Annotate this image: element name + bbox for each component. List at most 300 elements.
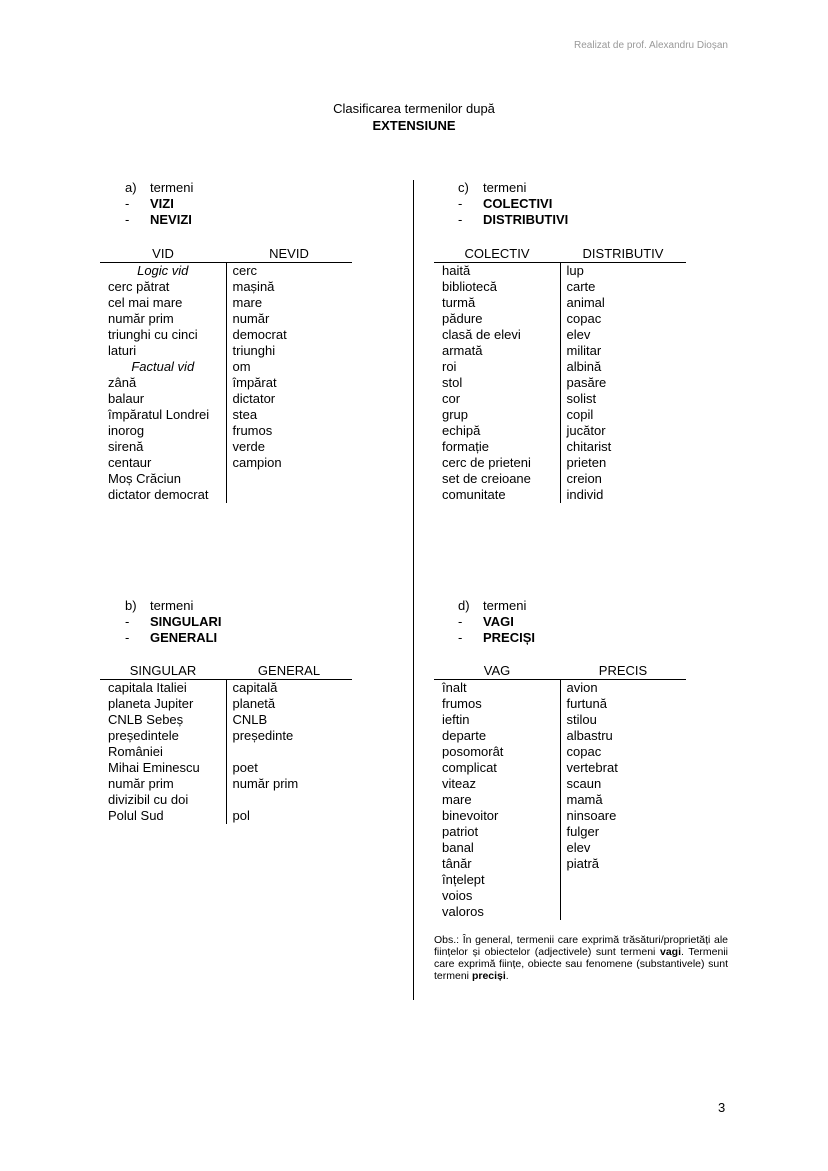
table-cell-right [226, 744, 352, 760]
table-cell-left [100, 263, 226, 280]
table-cell-left [100, 744, 226, 760]
cell-text: cor [442, 391, 461, 406]
table-cell-left [434, 792, 560, 808]
cell-text: echipă [442, 423, 481, 438]
section-a-heading [125, 180, 193, 228]
table-cell-right [560, 295, 686, 311]
observation-note [434, 934, 728, 982]
table-row [100, 407, 352, 423]
table-row [434, 487, 686, 503]
dash: - [458, 630, 463, 645]
cell-text: comunitate [442, 487, 506, 502]
cell-text: mare [442, 792, 472, 807]
table-cell-right [226, 407, 352, 423]
cell-text: triunghi [232, 343, 276, 358]
table-colectivi-distributivi [434, 245, 686, 503]
cell-text: viteaz [442, 776, 476, 791]
cell-text: posomorât [442, 744, 504, 759]
table-cell-left [434, 744, 560, 760]
cell-text: CNLB Sebeș [108, 712, 184, 727]
table-row [100, 295, 352, 311]
column-header-precis: PRECIS [598, 662, 648, 678]
table-row [434, 728, 686, 744]
cell-text: ninsoare [566, 808, 617, 823]
cell-text: militar [566, 343, 602, 358]
table-cell-left [434, 808, 560, 824]
table-cell-right [560, 279, 686, 295]
table-row [434, 375, 686, 391]
cell-text: scaun [566, 776, 602, 791]
table-cell-right [560, 888, 686, 904]
table-cell-right [226, 327, 352, 343]
dash: - [125, 630, 130, 645]
table-row [434, 680, 686, 697]
table-cell-right [560, 776, 686, 792]
table-row [100, 776, 352, 792]
cell-text: președinte [232, 728, 294, 743]
cell-text: înțelept [442, 872, 485, 887]
table-cell-right [226, 295, 352, 311]
table-cell-right [560, 263, 686, 280]
section-a-item2: NEVIZI [150, 212, 192, 227]
table-cell-left [100, 487, 226, 503]
cell-text: vertebrat [566, 760, 618, 775]
cell-text: cerc de prieteni [442, 455, 531, 470]
table-row [100, 455, 352, 471]
table-cell-right [226, 471, 352, 487]
dash: - [458, 212, 463, 227]
cell-text: număr prim [108, 776, 174, 791]
table-cell-right [560, 792, 686, 808]
table-cell-left [434, 696, 560, 712]
section-c-marker: c) [458, 180, 469, 195]
table-cell-left [434, 824, 560, 840]
cell-text: poet [232, 760, 258, 775]
table-row [100, 327, 352, 343]
cell-text: tânăr [442, 856, 472, 871]
table-cell-left [434, 391, 560, 407]
table-cell-left [434, 279, 560, 295]
table-cell-left [100, 680, 226, 697]
table-cell-left [434, 359, 560, 375]
column-header-vag: VAG [483, 662, 511, 678]
cell-text: frumos [232, 423, 273, 438]
table-row [100, 471, 352, 487]
section-b-heading [125, 598, 222, 646]
cell-text: mamă [566, 792, 603, 807]
cell-text: jucător [566, 423, 606, 438]
cell-text: mașină [232, 279, 275, 294]
table-cell-right [226, 311, 352, 327]
column-header-nevid: NEVID [269, 245, 309, 261]
cell-text: copac [566, 744, 602, 759]
table-cell-right [560, 712, 686, 728]
cell-text: furtună [566, 696, 607, 711]
table-cell-right [226, 487, 352, 503]
cell-text: patriot [442, 824, 479, 839]
cell-text: frumos [442, 696, 482, 711]
cell-text: planeta Jupiter [108, 696, 194, 711]
cell-text: Moș Crăciun [108, 471, 181, 486]
cell-text: mare [232, 295, 263, 310]
table-cell-right [560, 840, 686, 856]
table-row [100, 712, 352, 728]
table-cell-left [434, 295, 560, 311]
cell-text: armată [442, 343, 483, 358]
table-cell-left [434, 680, 560, 697]
cell-text: împăratul Londrei [108, 407, 210, 422]
table-cell-left [434, 856, 560, 872]
table-row [434, 808, 686, 824]
section-d-word: termeni [483, 598, 527, 613]
cell-text [561, 888, 567, 903]
cell-text: număr [232, 311, 270, 326]
table-cell-right [226, 760, 352, 776]
table-row [100, 696, 352, 712]
table-row [434, 712, 686, 728]
table-cell-right [560, 375, 686, 391]
cell-text: turmă [442, 295, 476, 310]
table-row [434, 311, 686, 327]
note-text-3: . [505, 970, 509, 982]
table-cell-right [560, 904, 686, 920]
table-row [100, 391, 352, 407]
cell-text: capitala Italiei [108, 680, 187, 695]
table-cell-left [434, 471, 560, 487]
table-row [100, 263, 352, 280]
cell-text [227, 471, 233, 486]
table-row [434, 856, 686, 872]
table-row [434, 391, 686, 407]
note-bold-precisi: preciși [471, 970, 506, 982]
table-row [434, 279, 686, 295]
cell-text: Mihai Eminescu [108, 760, 200, 775]
table-cell-right [226, 776, 352, 792]
document-title [0, 100, 828, 134]
note-text-1: Obs.: În general, termenii care exprimă trăsături/proprietăți ale ființelor și obiectelor (adjectivele) sunt termeni [434, 934, 728, 958]
column-header-colectiv: COLECTIV [464, 245, 530, 261]
title-line-1: Clasificarea termenilor după [333, 101, 495, 116]
cell-text [227, 792, 233, 807]
table-cell-right [560, 311, 686, 327]
table-row [434, 872, 686, 888]
cell-text: pol [232, 808, 250, 823]
cell-text [227, 744, 233, 759]
table-cell-left [434, 439, 560, 455]
cell-text: albină [566, 359, 602, 374]
table-row [100, 423, 352, 439]
cell-text: avion [566, 680, 598, 695]
table-row [100, 279, 352, 295]
cell-text: Logic vid [137, 263, 189, 278]
table-cell-right [560, 343, 686, 359]
cell-text: set de creioane [442, 471, 531, 486]
cell-text [227, 487, 233, 502]
table-cell-left [100, 375, 226, 391]
table-cell-right [560, 391, 686, 407]
table-cell-left [434, 487, 560, 503]
dash: - [458, 614, 463, 629]
table-cell-right [226, 375, 352, 391]
table-cell-left [100, 455, 226, 471]
table-cell-left [100, 327, 226, 343]
table-cell-right [560, 471, 686, 487]
cell-text: animal [566, 295, 605, 310]
cell-text: prieten [566, 455, 607, 470]
table-cell-left [100, 792, 226, 808]
cell-text: elev [566, 840, 591, 855]
cell-text: număr prim [232, 776, 299, 791]
table-cell-left [434, 888, 560, 904]
page-header-author: Realizat de prof. Alexandru Dioșan [574, 40, 728, 51]
column-header-singular: SINGULAR [129, 662, 197, 678]
table-cell-right [560, 872, 686, 888]
table-cell-right [226, 439, 352, 455]
table-cell-right [560, 455, 686, 471]
table-cell-left [434, 343, 560, 359]
section-b-word: termeni [150, 598, 194, 613]
cell-text: stol [442, 375, 463, 390]
table-cell-left [434, 872, 560, 888]
cell-text: verde [232, 439, 266, 454]
cell-text: Polul Sud [108, 808, 164, 823]
cell-text: binevoitor [442, 808, 499, 823]
table-cell-right [226, 343, 352, 359]
cell-text: pasăre [566, 375, 607, 390]
table-row [434, 824, 686, 840]
cell-text: cerc [232, 263, 258, 278]
section-d-item2: PRECIȘI [483, 630, 536, 645]
table-row [100, 760, 352, 776]
page-number: 3 [718, 1100, 726, 1115]
cell-text: chitarist [566, 439, 612, 454]
dash: - [125, 212, 130, 227]
cell-text: individ [566, 487, 604, 502]
cell-text: centaur [108, 455, 152, 470]
cell-text: grup [442, 407, 469, 422]
cell-text: înalt [442, 680, 467, 695]
table-row [434, 840, 686, 856]
cell-text: elev [566, 327, 591, 342]
table-cell-right [226, 455, 352, 471]
table-row [434, 295, 686, 311]
table-cell-left [434, 311, 560, 327]
table-cell-right [226, 391, 352, 407]
table-cell-left [434, 712, 560, 728]
table-row [434, 696, 686, 712]
table-cell-right [560, 696, 686, 712]
table-cell-left [100, 728, 226, 744]
section-b-marker: b) [125, 598, 137, 613]
cell-text: haită [442, 263, 471, 278]
cell-text: carte [566, 279, 596, 294]
cell-text: campion [232, 455, 282, 470]
cell-text: fulger [566, 824, 600, 839]
cell-text [561, 904, 567, 919]
cell-text: piatră [566, 856, 600, 871]
cell-text: pădure [442, 311, 483, 326]
table-cell-right [226, 359, 352, 375]
table-cell-left [434, 840, 560, 856]
table-cell-right [226, 263, 352, 280]
table-row [100, 439, 352, 455]
cell-text: voios [442, 888, 473, 903]
cell-text: cel mai mare [108, 295, 183, 310]
table-cell-left [100, 696, 226, 712]
cell-text: președintele [108, 728, 179, 743]
cell-text: inorog [108, 423, 145, 438]
section-c-item1: COLECTIVI [483, 196, 553, 211]
table-row [100, 680, 352, 697]
table-cell-right [560, 439, 686, 455]
table-cell-left [100, 391, 226, 407]
section-c-word: termeni [483, 180, 527, 195]
section-d-marker: d) [458, 598, 470, 613]
table-cell-right [560, 760, 686, 776]
table-cell-right [226, 792, 352, 808]
table-cell-left [434, 375, 560, 391]
table-cell-right [226, 728, 352, 744]
table-cell-right [560, 680, 686, 697]
table-vagi-precisi [434, 662, 686, 920]
cell-text: lup [566, 263, 584, 278]
cell-text: stilou [566, 712, 597, 727]
table-row [434, 263, 686, 280]
table-cell-left [100, 776, 226, 792]
table-cell-right [560, 824, 686, 840]
cell-text: Factual vid [131, 359, 195, 374]
table-cell-right [226, 712, 352, 728]
cell-text [561, 872, 567, 887]
cell-text: formație [442, 439, 489, 454]
table-cell-left [434, 760, 560, 776]
table-cell-left [100, 359, 226, 375]
cell-text: sirenă [108, 439, 144, 454]
table-row [434, 439, 686, 455]
table-cell-right [560, 856, 686, 872]
table-cell-left [434, 407, 560, 423]
cell-text: planetă [232, 696, 276, 711]
table-cell-left [100, 343, 226, 359]
table-cell-left [100, 311, 226, 327]
table-cell-left [100, 407, 226, 423]
table-row [100, 808, 352, 824]
section-a-item1: VIZI [150, 196, 174, 211]
dash: - [458, 196, 463, 211]
cell-text: albastru [566, 728, 613, 743]
cell-text: creion [566, 471, 602, 486]
table-row [100, 375, 352, 391]
cell-text: împărat [232, 375, 277, 390]
table-row [100, 359, 352, 375]
section-d-item1: VAGI [483, 614, 514, 629]
table-cell-right [226, 808, 352, 824]
cell-text: departe [442, 728, 487, 743]
table-cell-right [560, 808, 686, 824]
table-row [434, 423, 686, 439]
table-cell-left [100, 279, 226, 295]
dash: - [125, 614, 130, 629]
title-line-2: EXTENSIUNE [372, 118, 456, 133]
table-cell-left [434, 776, 560, 792]
table-row [100, 311, 352, 327]
cell-text: clasă de elevi [442, 327, 521, 342]
table-cell-left [100, 760, 226, 776]
cell-text: bibliotecă [442, 279, 497, 294]
cell-text: valoros [442, 904, 484, 919]
table-row [434, 471, 686, 487]
section-b-item1: SINGULARI [150, 614, 222, 629]
cell-text: om [232, 359, 251, 374]
cell-text: capitală [232, 680, 278, 695]
cell-text: dictator democrat [108, 487, 209, 502]
cell-text: număr prim [108, 311, 174, 326]
cell-text: banal [442, 840, 474, 855]
note-text-2: . Termenii care exprimă ființe, obiecte sau fenomene (substantivele) sunt termeni [434, 946, 728, 982]
table-cell-right [560, 744, 686, 760]
section-a-marker: a) [125, 180, 137, 195]
cell-text: divizibil cu doi [108, 792, 189, 807]
cell-text: roi [442, 359, 457, 374]
cell-text: CNLB [232, 712, 268, 727]
table-cell-left [434, 327, 560, 343]
cell-text: democrat [232, 327, 287, 342]
table-cell-left [100, 423, 226, 439]
table-cell-left [100, 471, 226, 487]
cell-text: copil [566, 407, 594, 422]
cell-text: ieftin [442, 712, 470, 727]
table-cell-left [434, 728, 560, 744]
table-row [100, 728, 352, 744]
table-row [434, 359, 686, 375]
table-row [434, 407, 686, 423]
table-singulari-generali [100, 662, 352, 824]
column-header-distributiv: DISTRIBUTIV [582, 245, 664, 261]
note-bold-vagi: vagi [659, 946, 681, 958]
table-cell-right [560, 487, 686, 503]
table-row [434, 776, 686, 792]
cell-text: balaur [108, 391, 145, 406]
section-d-heading [458, 598, 535, 646]
table-row [434, 744, 686, 760]
vertical-divider [413, 180, 414, 1000]
table-cell-left [434, 263, 560, 280]
column-header-vid: VID [152, 245, 174, 261]
table-row [100, 343, 352, 359]
table-cell-left [434, 904, 560, 920]
table-cell-right [226, 696, 352, 712]
table-row [434, 455, 686, 471]
table-cell-right [560, 407, 686, 423]
cell-text: copac [566, 311, 602, 326]
cell-text: zână [108, 375, 137, 390]
cell-text: cerc pătrat [108, 279, 170, 294]
table-row [434, 760, 686, 776]
cell-text: laturi [108, 343, 137, 358]
cell-text: solist [566, 391, 597, 406]
table-cell-right [560, 327, 686, 343]
cell-text: dictator [232, 391, 276, 406]
table-cell-left [434, 455, 560, 471]
cell-text: complicat [442, 760, 497, 775]
table-cell-right [560, 359, 686, 375]
cell-text: României [108, 744, 163, 759]
cell-text: stea [232, 407, 258, 422]
table-cell-right [560, 423, 686, 439]
table-row [434, 904, 686, 920]
table-cell-left [100, 439, 226, 455]
table-cell-right [560, 728, 686, 744]
